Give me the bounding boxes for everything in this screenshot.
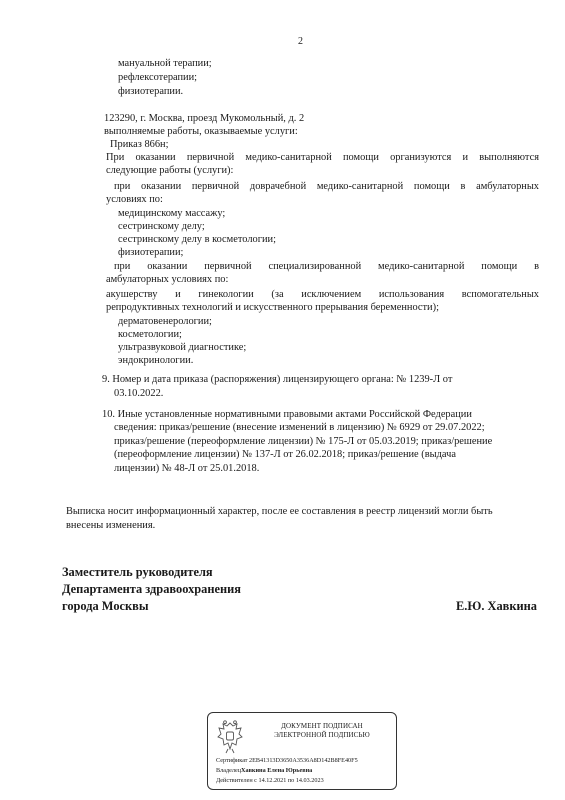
- predoctor-care-text: условиях по:: [106, 194, 163, 205]
- signatory-title: города Москвы: [62, 599, 149, 613]
- predoctor-care-text: при оказании первичной доврачебной медико-санитарной помощи в амбулаторных: [114, 181, 539, 192]
- stamp-title: ЭЛЕКТРОННОЙ ПОДПИСЬЮ: [274, 731, 370, 739]
- address-line: 123290, г. Москва, проезд Мукомольный, д. 2: [104, 113, 305, 124]
- disclaimer-note: внесены изменения.: [66, 520, 156, 531]
- item-10-text: приказ/решение (переоформление лицензии) № 175-Л от 05.03.2019; приказ/решение: [114, 436, 493, 447]
- validity-line: Действителен с 14.12.2021 по 14.03.2023: [216, 777, 324, 784]
- electronic-signature-stamp: [207, 712, 397, 790]
- owner-label: Владелец: [216, 767, 242, 774]
- certificate-value: 2EB41313D3650A3536A8D142B8FE40F5: [249, 757, 358, 764]
- list-item: рефлексотерапии;: [118, 72, 198, 83]
- item-9-text: 9. Номер и дата приказа (распоряжения) лицензирующего органа: № 1239-Л от: [102, 374, 453, 385]
- item-10-text: лицензии) № 48-Л от 25.01.2018.: [114, 463, 260, 474]
- list-item: дерматовенерологии;: [118, 316, 212, 327]
- list-item: эндокринологии.: [118, 355, 194, 366]
- stamp-title: ДОКУМЕНТ ПОДПИСАН: [281, 722, 363, 730]
- owner-value: Хавкина Елена Юрьевна: [241, 767, 313, 774]
- item-10-text: сведения: приказ/решение (внесение изменений в лицензию) № 6929 от 29.07.2022;: [114, 422, 485, 433]
- list-item: мануальной терапии;: [118, 58, 212, 69]
- owner-line: [216, 767, 312, 775]
- item-10-text: 10. Иные установленные нормативными правовыми актами Российской Федерации: [102, 409, 472, 420]
- coat-of-arms-icon: [215, 719, 245, 755]
- list-item: физиотерапии;: [118, 247, 184, 258]
- obstetrics-text: акушерству и гинекологии (за исключением использования вспомогательных: [106, 289, 539, 300]
- obstetrics-text: репродуктивных технологий и искусственного прерывания беременности);: [106, 302, 439, 313]
- specialized-care-text: амбулаторных условиях по:: [106, 274, 229, 285]
- list-item: косметологии;: [118, 329, 182, 340]
- disclaimer-note: Выписка носит информационный характер, после ее составления в реестр лицензий могли быть: [66, 506, 493, 517]
- primary-care-text: При оказании первичной медико-санитарной помощи организуются и выполняются: [106, 152, 539, 163]
- item-9-text: 03.10.2022.: [114, 388, 164, 399]
- primary-care-text: следующие работы (услуги):: [106, 165, 234, 176]
- works-label: выполняемые работы, оказываемые услуги:: [104, 126, 298, 137]
- order-ref: Приказ 866н;: [110, 139, 169, 150]
- signatory-name: Е.Ю. Хавкина: [456, 599, 537, 613]
- signatory-title: Департамента здравоохранения: [62, 582, 241, 596]
- specialized-care-text: при оказании первичной специализированной медико-санитарной помощи в: [114, 261, 539, 272]
- list-item: физиотерапии.: [118, 86, 184, 97]
- certificate-line: [216, 757, 358, 765]
- list-item: медицинскому массажу;: [118, 208, 226, 219]
- page-number: 2: [298, 36, 303, 47]
- item-10-text: (переоформление лицензии) № 137-Л от 26.02.2018; приказ/решение (выдача: [114, 449, 456, 460]
- certificate-label: Сертификат: [216, 757, 248, 764]
- signatory-title: Заместитель руководителя: [62, 565, 213, 579]
- list-item: сестринскому делу в косметологии;: [118, 234, 276, 245]
- list-item: ультразвуковой диагностике;: [118, 342, 247, 353]
- list-item: сестринскому делу;: [118, 221, 205, 232]
